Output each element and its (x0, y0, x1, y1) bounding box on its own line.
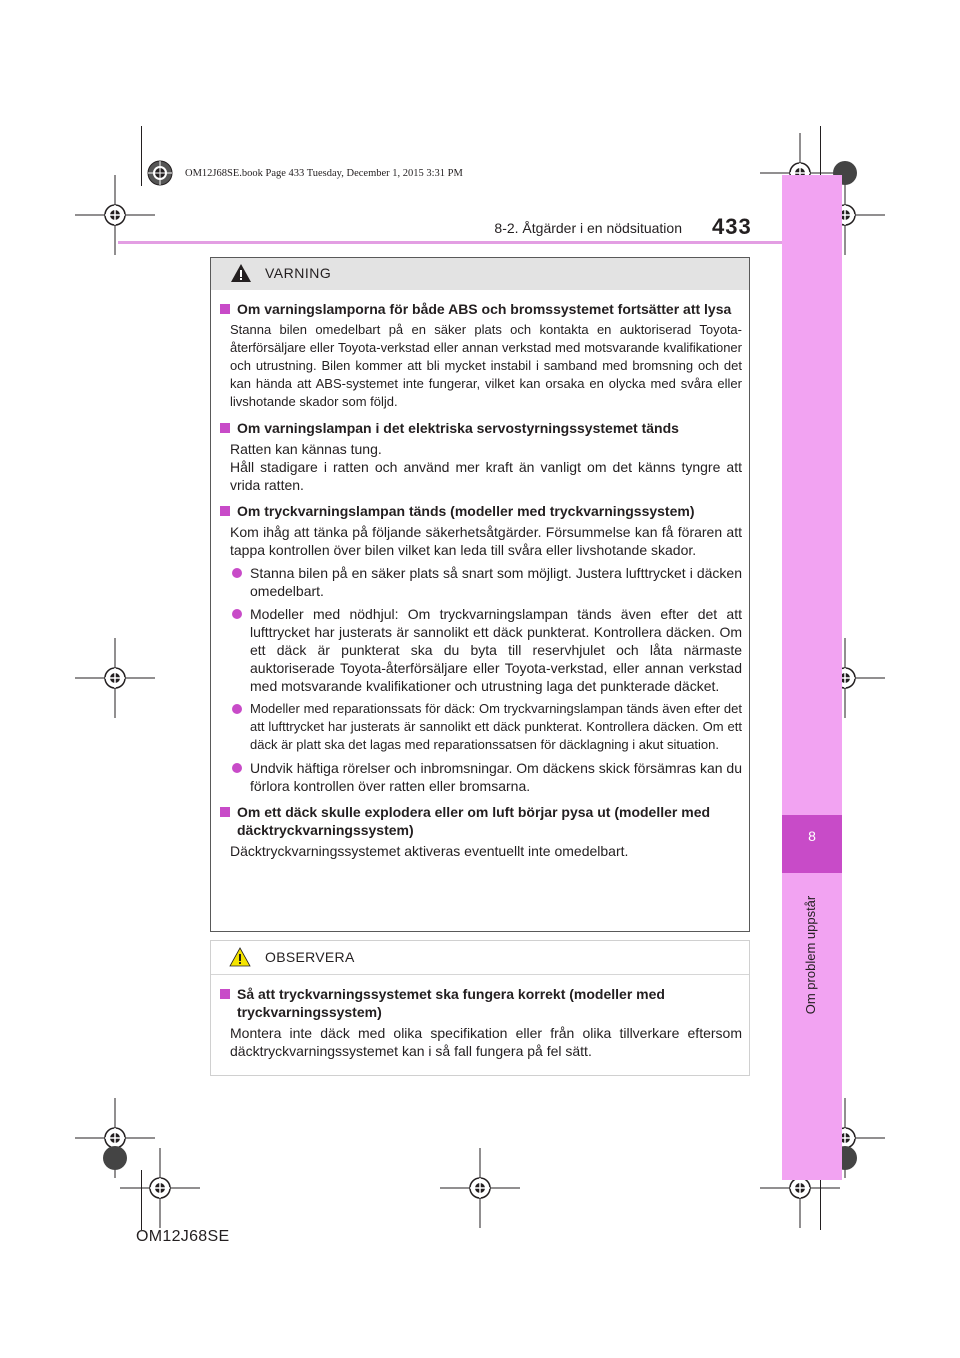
caution-triangle-icon (229, 947, 251, 967)
notice-box (210, 940, 750, 1076)
notice-heading: Så att tryckvarningssystemet ska fungera korrekt (modeller med tryckvarningssystem) (219, 985, 742, 1021)
notice-paragraph: Montera inte däck med olika specifikation eller från olika tillverkare eftersom däcktryckvarningssystemet kan i så fall fungera på fel sätt. (230, 1025, 742, 1059)
round-bullet-icon (232, 704, 242, 714)
square-bullet-icon (220, 506, 230, 516)
registration-mark-icon (120, 1148, 200, 1228)
round-bullet-icon (232, 763, 242, 773)
square-bullet-icon (220, 304, 230, 314)
warning-heading: Om varningslamporna för både ABS och bromssystemet fortsätter att lysa (219, 300, 742, 318)
trim-line (141, 126, 142, 186)
warning-triangle-icon (230, 263, 252, 283)
square-bullet-icon (220, 807, 230, 817)
warning-box (210, 257, 750, 932)
warning-heading: Om varningslampan i det elektriska servostyrningssystemet tänds (219, 419, 742, 437)
square-bullet-icon (220, 989, 230, 999)
warning-paragraph: Kom ihåg att tänka på följande säkerhetsåtgärder. Försummelse kan få föraren att tappa kontrollen över bilen vilket kan leda till svåra eller livshotande skador. (230, 524, 742, 558)
chapter-number: 8 (808, 828, 816, 844)
square-bullet-icon (220, 423, 230, 433)
notice-divider (211, 974, 749, 975)
chapter-title-text: Om problem uppstår (803, 895, 818, 1015)
header-rule (118, 241, 782, 244)
chapter-number-box (782, 815, 842, 873)
list-item: Stanna bilen på en säker plats så snart som möjligt. Justera lufttrycket i däcken omedelbart. (219, 564, 742, 600)
document-code: OM12J68SE (136, 1228, 230, 1245)
round-bullet-icon (232, 609, 242, 619)
notice-label: OBSERVERA (265, 949, 355, 965)
warning-paragraph: Stanna bilen omedelbart på en säker plats och kontakta en auktoriserad Toyota-återförsäljare eller Toyota-verkstad eller annan verkstad med motsvarande kvalifikationer och utrustning. Bilen kommer att bli mycket instabil i samband med bromsning och det kan hända att ABS-systemet inte fungerar, vilket kan orsaka en olycka med svåra eller livshotande skador som följd. (230, 322, 742, 409)
list-item: Modeller med nödhjul: Om tryckvarningslampan tänds även efter det att lufttrycket har justerats är sannolikt ett däck punkterat. Kontrollera däcken. Om ett däck är punkterat ska du byta till reservhjulet och låta närmaste auktoriserade Toyota-återförsäljare eller Toyota-verkstad, eller annan verkstad med motsvarande kvalifikationer och utrustning laga det punkterade däcket. (219, 605, 742, 695)
warning-heading: Om ett däck skulle explodera eller om luft börjar pysa ut (modeller med däcktryckvarningssystem) (219, 803, 742, 839)
list-item: Undvik häftiga rörelser och inbromsningar. Om däckens skick försämras kan du förlora kontrollen över ratten eller bromsarna. (219, 759, 742, 795)
round-bullet-icon (232, 568, 242, 578)
print-info: OM12J68SE.book Page 433 Tuesday, December 1, 2015 3:31 PM (185, 168, 463, 179)
warning-header (211, 258, 749, 290)
page-number: 433 (712, 214, 752, 239)
warning-content (219, 300, 742, 860)
trim-line (141, 1170, 142, 1230)
section-title: 8-2. Åtgärder i en nödsituation (494, 220, 682, 236)
registration-mark-icon (75, 638, 155, 718)
notice-content (219, 985, 742, 1060)
list-item: Modeller med reparationssats för däck: Om tryckvarningslampan tänds även efter det att lufttrycket har justerats är sannolikt ett däck punkterat. Kontrollera däcken. Om ett däck är platt ska det lagas med reparationssatsen för däcklagning i akut situation. (219, 700, 742, 754)
warning-paragraph: Ratten kan kännas tung. Håll stadigare i ratten och använd mer kraft än vanligt om det känns tyngre att vrida ratten. (230, 441, 742, 493)
warning-paragraph: Däcktryckvarningssystemet aktiveras eventuellt inte omedelbart. (230, 843, 629, 859)
warning-label: VARNING (265, 265, 332, 281)
warning-heading: Om tryckvarningslampan tänds (modeller med tryckvarningssystem) (219, 502, 742, 520)
registration-mark-icon (440, 1148, 520, 1228)
